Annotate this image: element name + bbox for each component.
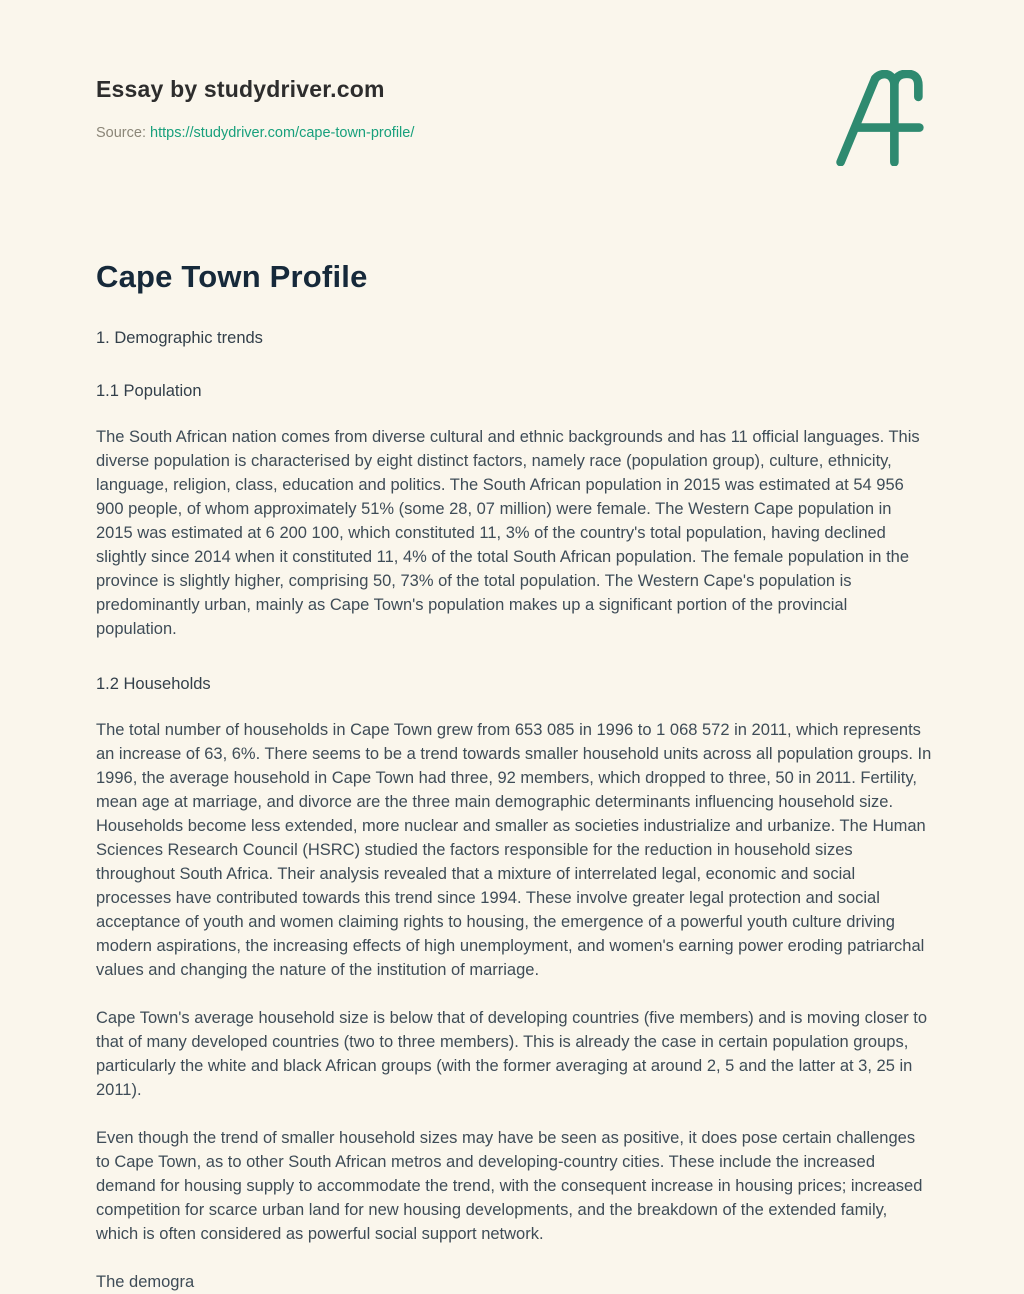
source-label: Source:	[96, 125, 146, 141]
heading-households: 1.2 Households	[96, 675, 211, 693]
heading-population: 1.1 Population	[96, 382, 202, 400]
paragraph-households-2: Cape Town's average household size is below that of developing countries (five members) and is moving closer to that of many developed countries (two to three members). This is already the case in certain population groups, particularly the white and black African groups (with the former averaging at around 2, 5 and the latter at 3, 25 in 2011).	[96, 1009, 928, 1099]
paragraph-households-3: Even though the trend of smaller household sizes may have be seen as positive, it does pose certain challenges to Cape Town, as to other South African metros and developing-country cities. These include the increased demand for housing supply to accommodate the trend, with the consequent increase in housing prices; increased competition for scarce urban land for new housing developments, and the breakdown of the extended family, which is often considered as powerful social support network.	[96, 1129, 923, 1243]
paragraph-population: The South African nation comes from diverse cultural and ethnic backgrounds and has 11 official languages. This diverse population is characterised by eight distinct factors, namely race (population group), culture, ethnicity, language, religion, class, education and politics. The South African population in 2015 was estimated at 54 956 900 people, of whom approximately 51% (some 28, 07 million) were female. The Western Cape population in 2015 was estimated at 6 200 100, which constituted 11, 3% of the country's total population, having declined slightly since 2014 when it constituted 11, 4% of the total South African population. The female population in the province is slightly higher, comprising 50, 73% of the total population. The Western Cape's population is predominantly urban, mainly as Cape Town's population makes up a significant portion of the provincial population.	[96, 428, 920, 638]
paragraph-truncated: The demogra	[96, 1273, 195, 1291]
source-line	[96, 125, 932, 141]
page-header	[96, 0, 932, 141]
paragraph-households-1: The total number of households in Cape Town grew from 653 085 in 1996 to 1 068 572 in 2011, which represents an increase of 63, 6%. There seems to be a trend towards smaller household units across all population groups. In 1996, the average household in Cape Town had three, 92 members, which dropped to three, 50 in 2011. Fertility, mean age at marriage, and divorce are the three main demographic determinants influencing household size. Households become less extended, more nuclear and smaller as societies industrialize and urbanize. The Human Sciences Research Council (HSRC) studied the factors responsible for the reduction in household sizes throughout South Africa. Their analysis revealed that a mixture of interrelated legal, economic and social processes have contributed towards this trend since 1994. These involve greater legal protection and social acceptance of youth and women claiming rights to housing, the emergence of a powerful youth culture driving modern aspirations, the increasing effects of high unemployment, and women's earning power eroding patriarchal values and changing the nature of the institution of marriage.	[96, 721, 932, 979]
header-title: Essay by studydriver.com	[96, 76, 385, 102]
article-title: Cape Town Profile	[96, 259, 368, 294]
heading-demographic-trends: 1. Demographic trends	[96, 329, 263, 347]
source-url-link[interactable]: https://studydriver.com/cape-town-profile/	[150, 125, 415, 141]
